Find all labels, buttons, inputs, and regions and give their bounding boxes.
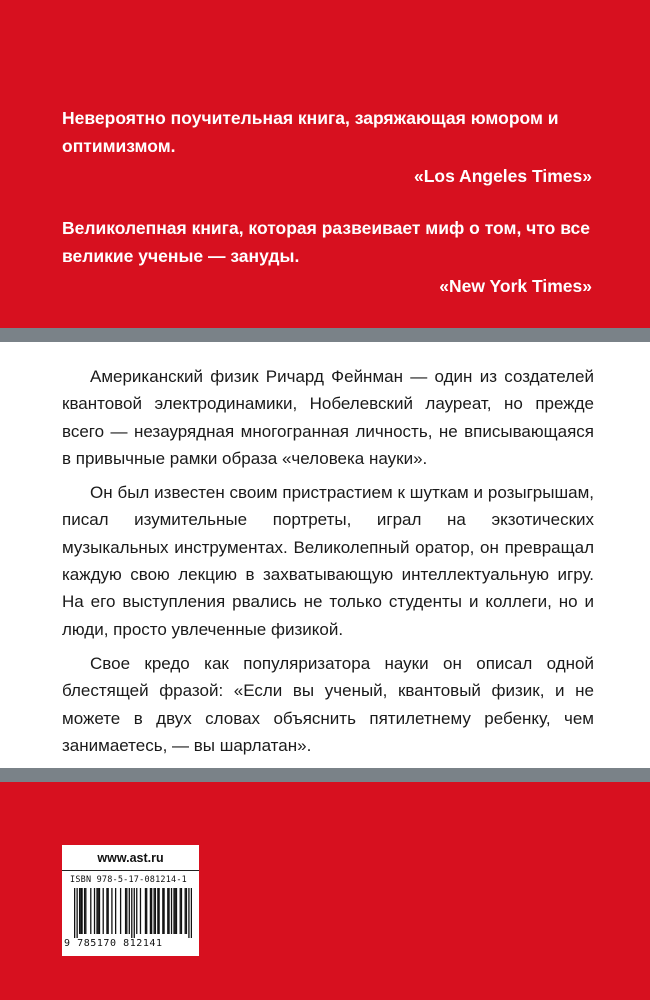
barcode-bar: [191, 888, 192, 938]
barcode-bar: [176, 888, 177, 934]
barcode-bar: [99, 888, 100, 934]
barcode-bar: [94, 888, 95, 934]
barcode-bar: [80, 888, 81, 934]
review-quote-1: [62, 104, 592, 190]
barcode-bar: [131, 888, 132, 938]
barcode-bar: [120, 888, 121, 934]
barcode-bar: [106, 888, 107, 934]
barcode-bar: [180, 888, 181, 934]
review-quote-source: «New York Times»: [439, 276, 592, 296]
isbn-barcode-box: [62, 845, 199, 956]
barcode-bar: [146, 888, 147, 934]
barcode-bar: [111, 888, 112, 934]
barcode-bar: [126, 888, 127, 934]
barcode-bar: [167, 888, 168, 934]
barcode-bar: [175, 888, 176, 934]
isbn-label: ISBN 978-5-17-081214-1: [70, 875, 187, 885]
book-description: [62, 363, 594, 766]
gray-divider-top: [0, 328, 650, 342]
barcode-bar: [125, 888, 126, 934]
barcode-bar: [181, 888, 182, 934]
barcode-icon: [74, 888, 192, 938]
barcode-bar: [173, 888, 174, 934]
publisher-website: www.ast.ru: [97, 851, 164, 865]
barcode-bar: [162, 888, 163, 934]
barcode-bar: [145, 888, 146, 934]
review-quote-text: Великолепная книга, которая развеивает миф о том, что все великие ученые — зануды.: [62, 218, 591, 266]
barcode-bar: [98, 888, 99, 934]
barcode-bar: [85, 888, 86, 934]
barcode-bar: [153, 888, 154, 934]
description-paragraph-1: Американский физик Ричард Фейнман — один из создателей квантовой электродинамики, Нобелевский лауреат, но прежде всего — незаурядная многогранная личность, не вписывающаяся в привычные рамки образа «человека науки».: [62, 367, 594, 468]
review-quote-source: «Los Angeles Times»: [414, 166, 592, 186]
description-paragraph-3: Свое кредо как популяризатора науки он описал одной блестящей фразой: «Если вы ученый, квантовый физик, и не можете в двух словах объяснить пятилетнему ребенку, чем занимаетесь, — вы шарлатан».: [62, 653, 594, 755]
review-quote-2: [62, 214, 592, 300]
barcode-bar: [188, 888, 189, 938]
barcode-bar: [115, 888, 116, 934]
barcode-bar: [74, 888, 75, 938]
review-quote-text: Невероятно поучительная книга, заряжающая юмором и оптимизмом.: [62, 108, 559, 156]
barcode-bar: [96, 888, 97, 934]
description-paragraph-2: Он был известен своим пристрастием к шуткам и розыгрышам, писал изумительные портреты, играл на экзотических музыкальных инструментах. Великолепный оратор, он превращал каждую свою лекцию в захватывающую интеллектуальную игру. На его выступления рвались не только студенты и коллеги, но и люди, просто увлеченные физикой.: [62, 483, 594, 639]
barcode-bar: [157, 888, 158, 934]
barcode-bar: [103, 888, 104, 934]
barcode-bar: [134, 888, 135, 938]
barcode-bar: [151, 888, 152, 934]
barcode-bar: [150, 888, 151, 934]
barcode-bar: [136, 888, 137, 934]
barcode-bar: [140, 888, 141, 934]
barcode-bar: [90, 888, 91, 934]
barcode-bar: [186, 888, 187, 934]
barcode-digits: 9 785170 812141: [64, 938, 163, 949]
barcode-bar: [163, 888, 164, 934]
barcode-bar: [185, 888, 186, 934]
barcode-bar: [171, 888, 172, 934]
barcode-bar: [84, 888, 85, 934]
barcode-bar: [155, 888, 156, 934]
gray-divider-bottom: [0, 768, 650, 782]
barcode-bar: [79, 888, 80, 934]
barcode-bar: [129, 888, 130, 934]
website-divider: [62, 870, 199, 871]
barcode-bar: [76, 888, 77, 938]
barcode-bar: [81, 888, 82, 934]
barcode-bar: [168, 888, 169, 934]
barcode-bar: [108, 888, 109, 934]
barcode-bar: [158, 888, 159, 934]
